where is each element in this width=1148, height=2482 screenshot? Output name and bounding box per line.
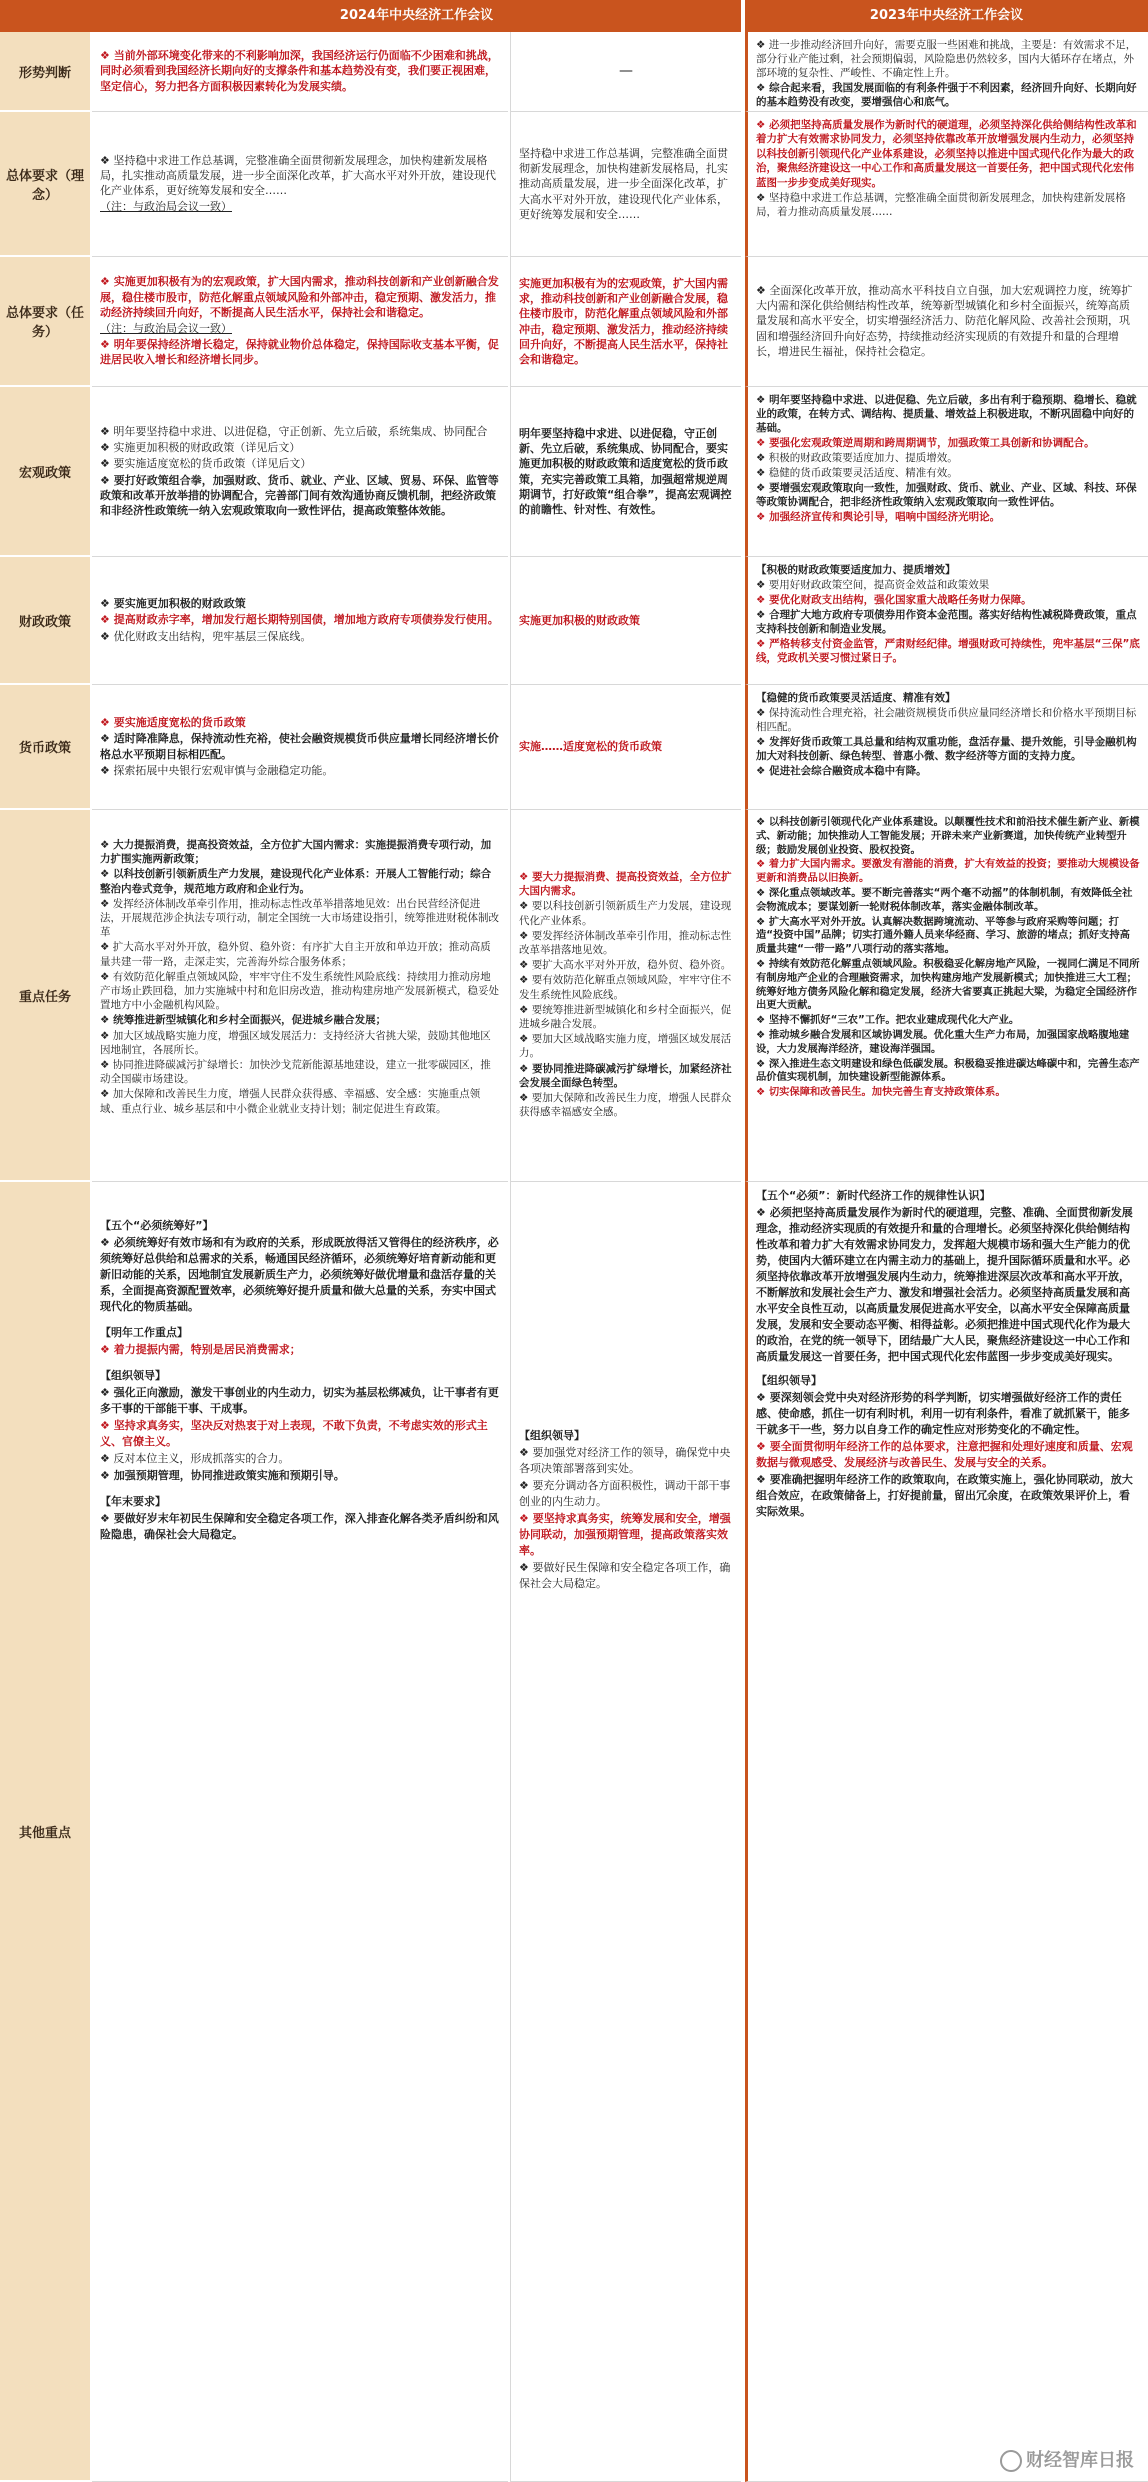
concept-2023-p2: ❖ 坚持稳中求进工作总基调，完整准确全面贯彻新发展理念，加快构建新发展格局，着力推动高质量发展…… bbox=[756, 192, 1126, 219]
tasks-brief-p1: ❖ 要大力提振消费、提高投资效益，全方位扩大国内需求。 bbox=[519, 871, 732, 898]
row-label-situation: 形势判断 bbox=[0, 32, 90, 112]
tasks-brief-p8: ❖ 要协同推进降碳减污扩绿增长，加紧经济社会发展全面绿色转型。 bbox=[519, 1062, 732, 1089]
row-label-key-tasks: 重点任务 bbox=[0, 810, 90, 1182]
monetary-2023-p4: ❖ 促进社会综合融资成本稳中有降。 bbox=[756, 765, 927, 777]
other-brief-p4: ❖ 要做好民生保障和安全稳定各项工作，确保社会大局稳定。 bbox=[519, 1561, 731, 1590]
concept-2024-p1: ❖ 坚持稳中求进工作总基调，完整准确全面贯彻新发展理念，加快构建新发展格局，扎实推动高质量发展，进一步全面深化改革，扩大高水平对外开放，建设现代化产业体系，更好统筹发展和安全…… bbox=[100, 153, 496, 197]
monetary-2024-p3: ❖ 探索拓展中央银行宏观审慎与金融稳定功能。 bbox=[100, 763, 334, 777]
macro-2024-p3: ❖ 要实施适度宽松的货币政策（详见后文） bbox=[100, 457, 312, 471]
tasks-2024-brief bbox=[510, 810, 741, 1182]
tasks-2024-p2: ❖ 以科技创新引领新质生产力发展，建设现代化产业体系：开展人工智能行动；综合整治内卷式竞争，规范地方政府和企业行为。 bbox=[100, 868, 492, 895]
task-2023 bbox=[745, 257, 1148, 387]
other-2024-p1: ❖ 必须统筹好有效市场和有为政府的关系，形成既放得活又管得住的经济秩序，必须统筹好总供给和总需求的关系，畅通国民经济循环，必须统筹好培育新动能和更新旧动能的关系，因地制宜发展新质生产力，必须统筹好做优增量和盘活存量的关系，全面提高资源配置效率，必须统筹好提升质量和做大总量的关系，夯实中国式现代化的物质基础。 bbox=[100, 1236, 499, 1313]
tasks-2024-p9: ❖ 加大保障和改善民生力度，增强人民群众获得感、幸福感、安全感：实施重点领域、重点行业、城乡基层和中小微企业就业支持计划；制定促进生育政策。 bbox=[100, 1088, 481, 1115]
fiscal-2023-p5: ❖ 严格转移支付资金监管，严肃财经纪律。增强财政可持续性，兜牢基层“三保”底线，党政机关要习惯过紧日子。 bbox=[756, 638, 1140, 664]
other-2024-h3: 【组织领导】 bbox=[100, 1369, 166, 1382]
monetary-2024-brief: 实施……适度宽松的货币政策 bbox=[510, 685, 741, 810]
fiscal-2023-p3: ❖ 要优化财政支出结构，强化国家重大战略任务财力保障。 bbox=[756, 594, 1032, 606]
other-2024-p7: ❖ 要做好岁末年初民生保障和安全稳定各项工作，深入排查化解各类矛盾纠纷和风险隐患，确保社会大局稳定。 bbox=[100, 1512, 499, 1541]
tasks-2024-p8: ❖ 协同推进降碳减污扩绿增长：加快沙戈荒新能源基地建设，建立一批零碳园区，推动全国碳市场建设。 bbox=[100, 1059, 491, 1086]
fiscal-2024-p2: ❖ 提高财政赤字率，增加发行超长期特别国债，增加地方政府专项债券发行使用。 bbox=[100, 613, 499, 627]
tasks-brief-p3: ❖ 要发挥经济体制改革牵引作用，推动标志性改革举措落地见效。 bbox=[519, 929, 732, 957]
tasks-2023-p7: ❖ 推动城乡融合发展和区域协调发展。优化重大生产力布局，加强国家战略腹地建设，大力发展海洋经济，建设海洋强国。 bbox=[756, 1028, 1130, 1055]
macro-2024-p2: ❖ 实施更加积极的财政政策（详见后文） bbox=[100, 441, 301, 455]
other-2023-p1: ❖ 必须把坚持高质量发展作为新时代的硬道理，完整、准确、全面贯彻新发展理念，推动经济实现质的有效提升和量的合理增长。必须坚持深化供给侧结构性改革和着力扩大有效需求协同发力，发挥超大规模市场和强大生产能力的优势，使国内大循环建立在内需主动力的基础上，提升国际循环质量和水平。必须坚持依靠改革开放增强发展内生动力，统筹推进深层次改革和高水平开放，不断解放和发展社会生产力、激发和增强社会活力。必须坚持高质量发展和高水平安全良性互动，以高质量发展促进高水平安全，以高水平安全保障高质量发展，发展和安全要动态平衡、相得益彰。必须把推进中国式现代化作为最大的政治，在党的统一领导下，团结最广大人民，聚焦经济建设这一中心工作和高质量发展这一首要任务，把中国式现代化宏伟蓝图一步步变成美好现实。 bbox=[756, 1206, 1133, 1363]
other-2023-h2: 【组织领导】 bbox=[756, 1374, 822, 1387]
tasks-brief-p5: ❖ 要有效防范化解重点领域风险，牢牢守住不发生系统性风险底线。 bbox=[519, 974, 732, 1001]
tasks-2024-p4: ❖ 扩大高水平对外开放，稳外贸、稳外资：有序扩大自主开放和单边开放；推动高质量共建一带一路，走深走实，完善海外综合服务体系； bbox=[100, 941, 491, 968]
other-2024-h1: 【五个“必须统筹好”】 bbox=[100, 1219, 214, 1232]
monetary-2024 bbox=[92, 685, 508, 810]
macro-2023-p4: ❖ 稳健的货币政策要灵活适度、精准有效。 bbox=[756, 467, 958, 479]
tasks-2023-p2: ❖ 着力扩大国内需求。要激发有潜能的消费，扩大有效益的投资；要推动大规模设备更新和消费品以旧换新。 bbox=[756, 858, 1140, 885]
situation-2024 bbox=[92, 32, 508, 112]
other-brief-p1: ❖ 要加强党对经济工作的领导，确保党中央各项决策部署落到实处。 bbox=[519, 1446, 731, 1475]
tasks-2023-p6: ❖ 坚持不懈抓好“三农”工作。把农业建成现代化大产业。 bbox=[756, 1014, 1020, 1027]
tasks-2023-p8: ❖ 深入推进生态文明建设和绿色低碳发展。积极稳妥推进碳达峰碳中和，完善生态产品价值实现机制，加快建设新型能源体系。 bbox=[756, 1057, 1140, 1084]
tasks-2023-p4: ❖ 扩大高水平对外开放。认真解决数据跨境流动、平等参与政府采购等问题；打造“投资中国”品牌；切实打通外籍人员来华经商、学习、旅游的堵点；抓好支持高质量共建“一带一路”八项行动的落实落地。 bbox=[756, 915, 1130, 956]
fiscal-2024-p1: ❖ 要实施更加积极的财政政策 bbox=[100, 597, 246, 611]
task-2024-note: （注：与政治局会议一致） bbox=[100, 322, 232, 335]
other-brief-p2: ❖ 要充分调动各方面积极性，调动干部干事创业的内生动力。 bbox=[519, 1479, 731, 1508]
macro-2024-brief: 明年要坚持稳中求进、以进促稳，守正创新、先立后破，系统集成、协同配合，要实施更加积极的财政政策和适度宽松的货币政策，充实完善政策工具箱，加强超常规逆周期调节，打好政策“组合拳”，提高宏观调控的前瞻性、针对性、有效性。 bbox=[510, 387, 741, 557]
other-2023 bbox=[745, 1182, 1148, 2482]
tasks-2023-p1: ❖ 以科技创新引领现代化产业体系建设。以颠覆性技术和前沿技术催生新产业、新模式、新动能；加快推动人工智能发展；开辟未来产业新赛道，加快传统产业转型升级；鼓励发展创业投资、股权投资。 bbox=[756, 816, 1140, 856]
fiscal-2023 bbox=[745, 557, 1148, 685]
header-2024: 2024年中央经济工作会议 bbox=[339, 8, 494, 23]
tasks-2024-p5: ❖ 有效防范化解重点领域风险，牢牢守住不发生系统性风险底线：持续用力推动房地产市场止跌回稳，加力实施城中村和危旧房改造，推动构建房地产发展新模式，稳妥处置地方中小金融机构风险。 bbox=[100, 970, 499, 1012]
monetary-2024-p2: ❖ 适时降准降息，保持流动性充裕，使社会融资规模货币供应量增长同经济增长价格总水平预期目标相匹配。 bbox=[100, 732, 499, 761]
concept-2023 bbox=[745, 112, 1148, 257]
fiscal-2023-p4: ❖ 合理扩大地方政府专项债券用作资本金范围。落实好结构性减税降费政策，重点支持科技创新和制造业发展。 bbox=[756, 609, 1137, 635]
row-label-other-priorities: 其他重点 bbox=[0, 1182, 90, 2482]
task-2024-p1: ❖ 实施更加积极有为的宏观政策，扩大国内需求，推动科技创新和产业创新融合发展，稳住楼市股市，防范化解重点领域风险和外部冲击，稳定预期、激发活力，推动经济持续回升向好，不断提高人民生活水平，保持社会和谐稳定。 bbox=[100, 275, 499, 319]
watermark-logo-icon bbox=[1000, 2450, 1022, 2472]
situation-2023 bbox=[745, 32, 1148, 112]
tasks-2023 bbox=[745, 810, 1148, 1182]
fiscal-2024-brief: 实施更加积极的财政政策 bbox=[510, 557, 741, 685]
concept-2023-p1: ❖ 必须把坚持高质量发展作为新时代的硬道理，必须坚持深化供给侧结构性改革和着力扩大有效需求协同发力，必须坚持依靠改革开放增强发展内生动力，必须坚持以科技创新引领现代化产业体系建设，必须坚持以推进中国式现代化作为最大的政治，聚焦经济建设这一中心工作和高质量发展这一首要任务，把中国式现代化宏伟蓝图一步步变成美好现实。 bbox=[756, 119, 1137, 189]
row-label-macro-policy: 宏观政策 bbox=[0, 387, 90, 557]
monetary-2023-p1: 【稳健的货币政策要灵活适度、精准有效】 bbox=[756, 692, 956, 704]
table-header bbox=[0, 0, 1148, 32]
other-brief-h1: 【组织领导】 bbox=[519, 1429, 585, 1442]
tasks-2024-p1: ❖ 大力提振消费，提高投资效益，全方位扩大国内需求：实施提振消费专项行动，加力扩围实施两新政策； bbox=[100, 839, 492, 866]
other-2024-p5: ❖ 反对本位主义，形成抓落实的合力。 bbox=[100, 1452, 290, 1465]
other-2024-p2: ❖ 着力提振内需，特别是居民消费需求； bbox=[100, 1343, 301, 1356]
monetary-2024-p1: ❖ 要实施适度宽松的货币政策 bbox=[100, 716, 246, 730]
concept-2024-brief: 坚持稳中求进工作总基调，完整准确全面贯彻新发展理念，加快构建新发展格局，扎实推动高质量发展，进一步全面深化改革，扩大高水平对外开放，建设现代化产业体系，更好统筹发展和安全…… bbox=[510, 112, 741, 257]
row-label-requirement-task: 总体要求（任务） bbox=[0, 257, 90, 387]
tasks-2024 bbox=[92, 810, 508, 1182]
macro-2023-p2: ❖ 要强化宏观政策逆周期和跨周期调节，加强政策工具创新和协调配合。 bbox=[756, 437, 1095, 449]
fiscal-2024 bbox=[92, 557, 508, 685]
other-brief-p3: ❖ 要坚持求真务实，统筹发展和安全，增强协同联动，加强预期管理，提高政策落实效率。 bbox=[519, 1512, 731, 1557]
fiscal-2023-p2: ❖ 要用好财政政策空间，提高资金效益和政策效果 bbox=[756, 579, 990, 591]
other-2024-p3: ❖ 强化正向激励，激发干事创业的内生动力，切实为基层松绑减负，让干事者有更多干事的干部能干事、干成事。 bbox=[100, 1386, 499, 1415]
situation-2023-p1: ❖ 进一步推动经济回升向好，需要克服一些困难和挑战，主要是：有效需求不足，部分行业产能过剩，社会预期偏弱，风险隐患仍然较多，国内大循环存在堵点，外部环境的复杂性、严峻性、不确定性上升。 bbox=[756, 39, 1137, 79]
tasks-brief-p4: ❖ 要扩大高水平对外开放，稳外贸、稳外资。 bbox=[519, 959, 732, 972]
other-2024-p4: ❖ 坚持求真务实，坚决反对热衷于对上表现，不敢下负责，不考虑实效的形式主义、官僚主义。 bbox=[100, 1419, 488, 1448]
monetary-2023-p2: ❖ 保持流动性合理充裕，社会融资规模货币供应量同经济增长和价格水平预期目标相匹配。 bbox=[756, 707, 1137, 733]
macro-2024-p4: ❖ 要打好政策组合拳，加强财政、货币、就业、产业、区域、贸易、环保、监管等政策和改革开放举措的协调配合，完善部门间有效沟通协商反馈机制，把经济政策和非经济性政策统一纳入宏观政策取向一致性评估，提高政策整体效能。 bbox=[100, 473, 499, 517]
task-2024-brief: 实施更加积极有为的宏观政策，扩大国内需求，推动科技创新和产业创新融合发展，稳住楼市股市，防范化解重点领域风险和外部冲击，稳定预期、激发活力，推动经济持续回升向好，不断提高人民生活水平，保持社会和谐稳定。 bbox=[510, 257, 741, 387]
row-label-requirement-concept: 总体要求（理念） bbox=[0, 112, 90, 257]
concept-2024-note: （注：与政治局会议一致） bbox=[100, 200, 232, 214]
tasks-brief-p2: ❖ 要以科技创新引领新质生产力发展，建设现代化产业体系。 bbox=[519, 900, 732, 927]
other-2024-brief bbox=[510, 1182, 741, 2482]
tasks-brief-p6: ❖ 要统筹推进新型城镇化和乡村全面振兴，促进城乡融合发展。 bbox=[519, 1003, 732, 1031]
other-2023-p2: ❖ 要深刻领会党中央对经济形势的科学判断，切实增强做好经济工作的责任感、使命感，抓住一切有利时机，利用一切有利条件，看准了就抓紧干，能多干就多干一些，努力以自身工作的确定性应对形势变化的不确定性。 bbox=[756, 1391, 1130, 1436]
tasks-2024-p7: ❖ 加大区域战略实施力度，增强区域发展活力：支持经济大省挑大梁，鼓励其他地区因地制宜，各展所长。 bbox=[100, 1029, 491, 1056]
macro-2023-p1: ❖ 明年要坚持稳中求进、以进促稳、先立后破，多出有利于稳预期、稳增长、稳就业的政策，在转方式、调结构、提质量、增效益上积极进取，不断巩固稳中向好的基础。 bbox=[756, 394, 1137, 434]
concept-2024 bbox=[92, 112, 508, 257]
macro-2023 bbox=[745, 387, 1148, 557]
tasks-brief-p7: ❖ 要加大区域战略实施力度，增强区域发展活力。 bbox=[519, 1033, 732, 1060]
other-2023-h1: 【五个“必须”：新时代经济工作的规律性认识】 bbox=[756, 1189, 991, 1202]
situation-2024-text: ❖ 当前外部环境变化带来的不利影响加深，我国经济运行仍面临不少困难和挑战，同时必须看到我国经济长期向好的支撑条件和基本趋势没有变，我们要正视困难，坚定信心，努力把各方面积极因素转化为发展实绩。 bbox=[100, 49, 499, 93]
other-2023-p3: ❖ 要全面贯彻明年经济工作的总体要求，注意把握和处理好速度和质量、宏观数据与微观感受、发展经济与改善民生、发展与安全的关系。 bbox=[756, 1440, 1133, 1469]
tasks-2024-p3: ❖ 发挥经济体制改革牵引作用，推动标志性改革举措落地见效：出台民营经济促进法，开展规范涉企执法专项行动，制定全国统一大市场建设指引，统筹推进财税体制改革 bbox=[100, 897, 499, 939]
watermark-text: 财经智库日报 bbox=[1026, 2450, 1134, 2471]
macro-2024 bbox=[92, 387, 508, 557]
other-2023-p4: ❖ 要准确把握明年经济工作的政策取向，在政策实施上，强化协同联动，放大组合效应，在政策储备上，打好提前量，留出冗余度，在政策效果评价上，看实际效果。 bbox=[756, 1473, 1133, 1518]
task-2024 bbox=[92, 257, 508, 387]
task-2024-p2: ❖ 明年要保持经济增长稳定，保持就业物价总体稳定，保持国际收支基本平衡，促进居民收入增长和经济增长同步。 bbox=[100, 338, 499, 367]
other-2024-h2: 【明年工作重点】 bbox=[100, 1326, 188, 1339]
header-2023: 2023年中央经济工作会议 bbox=[869, 8, 1024, 23]
tasks-brief-p9: ❖ 要加大保障和改善民生力度，增强人民群众获得感幸福感安全感。 bbox=[519, 1092, 732, 1119]
tasks-2023-p9: ❖ 切实保障和改善民生。加快完善生育支持政策体系。 bbox=[756, 1086, 1006, 1099]
row-label-monetary-policy: 货币政策 bbox=[0, 685, 90, 810]
monetary-2023-p3: ❖ 发挥好货币政策工具总量和结构双重功能，盘活存量、提升效能，引导金融机构加大对科技创新、绿色转型、普惠小微、数字经济等方面的支持力度。 bbox=[756, 736, 1137, 762]
other-2024-p6: ❖ 加强预期管理，协同推进政策实施和预期引导。 bbox=[100, 1469, 345, 1482]
tasks-2024-p6: ❖ 统筹推进新型城镇化和乡村全面振兴，促进城乡融合发展； bbox=[100, 1014, 387, 1027]
macro-2023-p3: ❖ 积极的财政政策要适度加力、提质增效。 bbox=[756, 452, 958, 464]
situation-2024-brief: — bbox=[510, 32, 741, 112]
macro-2024-p1: ❖ 明年要坚持稳中求进、以进促稳，守正创新、先立后破，系统集成、协同配合 bbox=[100, 424, 488, 438]
other-2024-h4: 【年末要求】 bbox=[100, 1495, 166, 1508]
macro-2023-p5: ❖ 要增强宏观政策取向一致性，加强财政、货币、就业、产业、区域、科技、环保等政策协调配合，把非经济性政策纳入宏观政策取向一致性评估。 bbox=[756, 482, 1137, 508]
monetary-2023 bbox=[745, 685, 1148, 810]
watermark bbox=[1000, 2446, 1134, 2472]
other-2024 bbox=[92, 1182, 508, 2482]
situation-2023-p2: ❖ 综合起来看，我国发展面临的有利条件强于不利因素，经济回升向好、长期向好的基本趋势没有改变，要增强信心和底气。 bbox=[756, 82, 1137, 108]
tasks-2023-p3: ❖ 深化重点领域改革。要不断完善落实“两个毫不动摇”的体制机制，有效降低全社会物流成本；要谋划新一轮财税体制改革，落实金融体制改革。 bbox=[756, 886, 1133, 913]
macro-2023-p6: ❖ 加强经济宣传和舆论引导，唱响中国经济光明论。 bbox=[756, 511, 1001, 523]
task-2023-p1: ❖ 全面深化改革开放，推动高水平科技自立自强，加大宏观调控力度，统筹扩大内需和深化供给侧结构性改革，统筹新型城镇化和乡村全面振兴，统筹高质量发展和高水平安全，切实增强经济活力、防范化解风险、改善社会预期，巩固和增强经济回升向好态势，持续推动经济实现质的有效提升和量的合理增长，增进民生福祉，保持社会稳定。 bbox=[756, 283, 1133, 358]
fiscal-2023-p1: 【积极的财政政策要适度加力、提质增效】 bbox=[756, 564, 956, 576]
row-label-fiscal-policy: 财政政策 bbox=[0, 557, 90, 685]
tasks-2023-p5: ❖ 持续有效防范化解重点领域风险。积极稳妥化解房地产风险，一视同仁满足不同所有制房地产企业的合理融资需求，加快构建房地产发展新模式；加快推进三大工程；统筹好地方债务风险化解和稳定发展，经济大省要真正挑起大梁，为稳定全国经济作出更大贡献。 bbox=[756, 957, 1140, 1012]
fiscal-2024-p3: ❖ 优化财政支出结构，兜牢基层三保底线。 bbox=[100, 629, 312, 643]
